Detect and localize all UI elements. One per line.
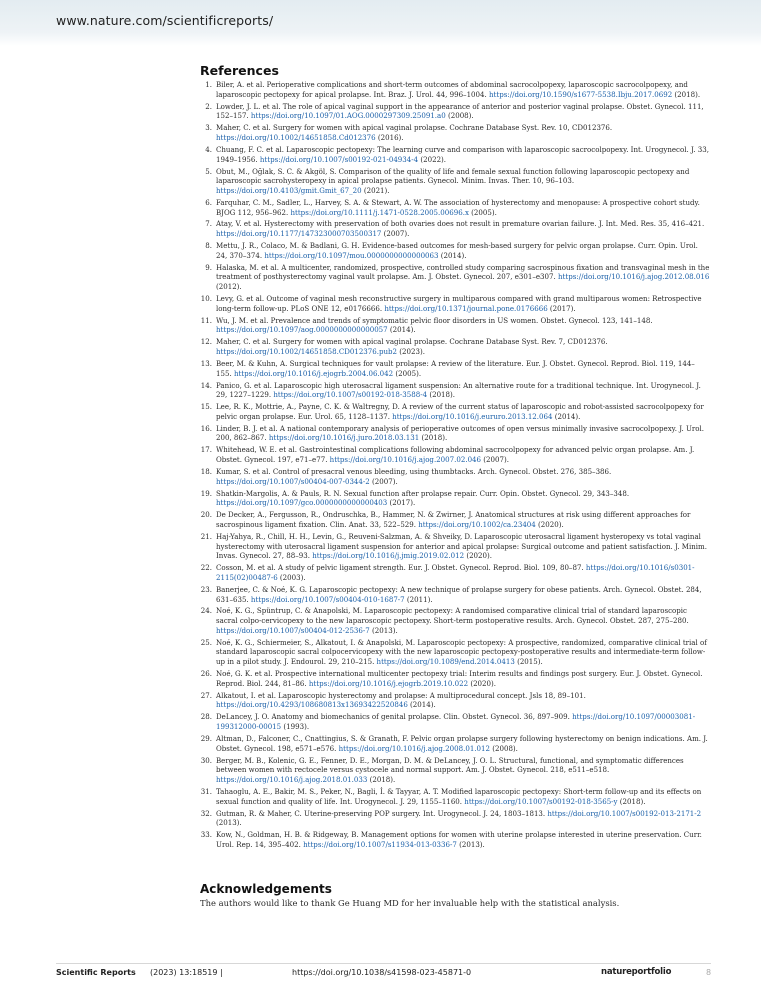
reference-doi-link[interactable]: https://doi.org/10.1016/j.eururo.2013.12.064 bbox=[392, 411, 553, 421]
header-bar bbox=[0, 0, 761, 46]
reference-number: 11. bbox=[200, 315, 212, 325]
reference-doi-link[interactable]: https://doi.org/10.1097/gco.0000000000000403 bbox=[216, 498, 388, 508]
reference-item bbox=[200, 102, 710, 121]
reference-item bbox=[200, 563, 710, 582]
reference-text: Farquhar, C. M., Sadler, L., Harvey, S. A. & Stewart, A. W. The association of hysterectomy and menopause: A prospective cohort study. BJOG 112, 956–962. bbox=[216, 197, 700, 217]
reference-text: Gutman, R. & Maher, C. Uterine-preserving POP surgery. Int. Urogynecol. J. 24, 1803–1813. bbox=[216, 808, 548, 818]
reference-year: (2007). bbox=[369, 476, 398, 486]
reference-number: 16. bbox=[200, 423, 212, 433]
reference-year: (2018). bbox=[672, 89, 701, 99]
reference-number: 4. bbox=[205, 144, 212, 154]
reference-text: Maher, C. et al. Surgery for women with apical vaginal prolapse. Cochrane Database Syst. Rev. 7, CD012376. bbox=[216, 337, 608, 347]
reference-item bbox=[200, 337, 710, 356]
reference-item bbox=[200, 359, 710, 378]
reference-item bbox=[200, 80, 710, 99]
reference-number: 18. bbox=[200, 467, 212, 476]
reference-text: Linder, B. J. et al. A national contemporary analysis of perioperative outcomes of open versus minimally invasive sacrocolpopexy. J. Urol. 200, 862–867. bbox=[216, 423, 705, 443]
reference-doi-link[interactable]: https://doi.org/10.1002/14651858.CD012376.pub2 bbox=[216, 346, 398, 356]
reference-number: 26. bbox=[200, 669, 212, 679]
reference-number: 1. bbox=[205, 80, 212, 89]
reference-doi-link[interactable]: https://doi.org/10.1007/s00192-013-2171-2 bbox=[547, 808, 702, 818]
reference-number: 10. bbox=[200, 294, 212, 303]
reference-text: Altman, D., Falconer, C., Cnattingius, S. & Granath, F. Pelvic organ prolapse surgery following hysterectomy on benign indications. Am. J. Obstet. Gynecol. 198, e571–e576. bbox=[216, 733, 708, 753]
reference-text: Kumar, S. et al. Control of presacral venous bleeding, using thumbtacks. Arch. Gynecol. Obstet. 276, 385–386. bbox=[216, 467, 612, 476]
references-heading: References bbox=[200, 63, 279, 78]
reference-year: (2022). bbox=[418, 154, 447, 164]
reference-number: 25. bbox=[200, 637, 212, 647]
references-section bbox=[200, 63, 710, 852]
reference-item bbox=[200, 830, 710, 849]
nature-portfolio-logo: natureportfolio bbox=[601, 967, 672, 977]
reference-doi-link[interactable]: https://doi.org/10.1007/s00192-018-3565-y bbox=[464, 796, 618, 806]
reference-number: 23. bbox=[200, 584, 212, 594]
reference-year: (2014). bbox=[407, 700, 436, 710]
reference-year: (2020). bbox=[535, 519, 564, 529]
acknowledgements-text: The authors would like to thank Ge Huang MD for her invaluable help with the statistical analysis. bbox=[200, 898, 620, 908]
reference-doi-link[interactable]: https://doi.org/10.1111/j.1471-0528.2005.00696.x bbox=[290, 207, 469, 217]
reference-year: (2005). bbox=[393, 368, 422, 378]
reference-item bbox=[200, 638, 710, 667]
reference-doi-link[interactable]: https://doi.org/10.1007/s00192-018-3588-4 bbox=[273, 390, 428, 400]
reference-text: Kow, N., Goldman, H. B. & Ridgeway, B. Management options for women with uterine prolapse interested in uterine preservation. Curr. Urol. Rep. 14, 395–402. bbox=[216, 830, 702, 849]
reference-text: Whitehead, W. E. et al. Gastrointestinal complications following abdominal sacrocolpopexy for advanced pelvic organ prolapse. Am. J. Obstet. Gynecol. 197, e71–e77. bbox=[216, 445, 695, 465]
reference-text: Lowder, J. L. et al. The role of apical vaginal support in the appearance of anterior and posterior vaginal prolapse. Obstet. Gynecol. 111, 152–157. bbox=[216, 101, 704, 121]
reference-text: Alkatout, I. et al. Laparoscopic hysterectomy and prolapse: A multiprocedural concept. Jsls 18, 89–101. bbox=[216, 690, 586, 700]
reference-number: 22. bbox=[200, 563, 212, 573]
reference-year: (2011). bbox=[404, 594, 433, 604]
reference-doi-link[interactable]: https://doi.org/10.1007/s00404-010-1687-7 bbox=[250, 594, 405, 604]
reference-year: (2013). bbox=[216, 818, 242, 828]
reference-doi-link[interactable]: https://doi.org/10.1371/journal.pone.0176666 bbox=[384, 303, 548, 313]
reference-item bbox=[200, 263, 710, 292]
reference-number: 3. bbox=[205, 123, 212, 133]
reference-item bbox=[200, 489, 710, 508]
reference-item bbox=[200, 167, 710, 196]
reference-doi-link[interactable]: https://doi.org/10.1016/j.ajog.2008.01.012 bbox=[338, 743, 490, 753]
reference-text: Obut, M., Oğlak, S. C. & Akgöl, S. Comparison of the quality of life and female sexual function following laparoscopic pectopexy and laparoscopic sacrohysteropexy in apical prolapse patients. Gynecol. Minim. Invas. Ther. 10, 96–103. bbox=[216, 166, 690, 186]
reference-year: (2017). bbox=[547, 303, 576, 313]
reference-text: Beer, M. & Kuhn, A. Surgical techniques for vault prolapse: A review of the literature. Eur. J. Obstet. Gynecol. Reprod. Biol. 119, 144–155. bbox=[216, 358, 695, 378]
reference-doi-link[interactable]: https://doi.org/10.1016/s0301-2115(02)00487-6 bbox=[216, 563, 695, 582]
reference-year: (2023). bbox=[397, 346, 425, 356]
reference-doi-link[interactable]: https://doi.org/10.1007/s00404-012-2536-7 bbox=[216, 625, 370, 635]
reference-number: 19. bbox=[200, 488, 212, 498]
reference-year: (2021). bbox=[361, 185, 390, 195]
reference-text: Atay, V. et al. Hysterectomy with preservation of both ovaries does not result in premature ovarian failure. J. Int. Med. Res. 35, 416–421. bbox=[216, 219, 705, 229]
reference-item bbox=[200, 787, 710, 806]
reference-year: (2007). bbox=[381, 229, 410, 239]
reference-number: 8. bbox=[205, 241, 212, 251]
reference-year: (2008). bbox=[445, 111, 474, 121]
reference-doi-link[interactable]: https://doi.org/10.1007/s00192-021-04934-4 bbox=[259, 154, 419, 164]
reference-text: Maher, C. et al. Surgery for women with apical vaginal prolapse. Cochrane Database Syst. Rev. 10, CD012376. bbox=[216, 123, 613, 133]
reference-text: Levy, G. et al. Outcome of vaginal mesh reconstructive surgery in multiparous compared with grand multiparous women: Retrospective long-term follow-up. PLoS ONE 12, e0176666. bbox=[216, 294, 702, 313]
reference-number: 2. bbox=[205, 101, 212, 111]
reference-year: (2018). bbox=[419, 433, 448, 443]
reference-number: 28. bbox=[200, 712, 212, 722]
reference-item bbox=[200, 381, 710, 400]
acknowledgements-heading: Acknowledgements bbox=[200, 882, 332, 896]
reference-doi-link[interactable]: https://doi.org/10.1016/j.juro.2018.03.131 bbox=[268, 433, 420, 443]
reference-year: (2018). bbox=[617, 796, 646, 806]
reference-year: (2005). bbox=[468, 207, 497, 217]
reference-item bbox=[200, 756, 710, 785]
reference-item bbox=[200, 712, 710, 731]
reference-item bbox=[200, 734, 710, 753]
reference-item bbox=[200, 467, 710, 486]
reference-doi-link[interactable]: https://doi.org/10.1016/j.ejogrb.2004.06.042 bbox=[233, 368, 394, 378]
journal-citation: (2023) 13:18519 | bbox=[150, 968, 223, 977]
reference-number: 21. bbox=[200, 531, 212, 541]
reference-item bbox=[200, 669, 710, 688]
article-doi-link[interactable]: https://doi.org/10.1038/s41598-023-45871-0 bbox=[292, 968, 472, 977]
reference-text: De Decker, A., Fergusson, R., Ondruschka, B., Hammer, N. & Zwirner, J. Anatomical structures at risk using different approaches for sacrospinous ligament fixation. Clin. Anat. 33, 522–529. bbox=[216, 510, 691, 529]
reference-year: (2018). bbox=[367, 774, 396, 784]
reference-item bbox=[200, 219, 710, 238]
reference-number: 14. bbox=[200, 380, 212, 390]
reference-item bbox=[200, 145, 710, 164]
reference-text: Chuang, F. C. et al. Laparoscopic pectopexy: The learning curve and comparison with laparoscopic sacrocolpopexy. Int. Urogynecol. J. 33, 1949–1956. bbox=[216, 144, 709, 164]
reference-item bbox=[200, 316, 710, 335]
reference-doi-link[interactable]: https://doi.org/10.1016/j.jmig.2019.02.012 bbox=[312, 551, 465, 561]
reference-year: (2018). bbox=[427, 390, 456, 400]
reference-doi-link[interactable]: https://doi.org/10.4293/108680813x13693422520846 bbox=[216, 700, 408, 710]
reference-doi-link[interactable]: https://doi.org/10.1016/j.ajog.2007.02.046 bbox=[329, 455, 482, 465]
reference-number: 12. bbox=[200, 337, 212, 347]
reference-year: (2003). bbox=[277, 572, 306, 582]
reference-year: (2013). bbox=[456, 839, 485, 849]
reference-year: (2007). bbox=[481, 455, 509, 465]
reference-year: (2015). bbox=[514, 657, 543, 667]
reference-doi-link[interactable]: https://doi.org/10.1097/00003081-199312000-00015 bbox=[216, 712, 696, 731]
reference-number: 9. bbox=[205, 262, 212, 272]
page-number: 8 bbox=[706, 968, 712, 977]
reference-text: DeLancey, J. O. Anatomy and biomechanics of genital prolapse. Clin. Obstet. Gynecol. 36, 897–909. bbox=[216, 712, 573, 722]
reference-item bbox=[200, 532, 710, 561]
reference-item bbox=[200, 424, 710, 443]
reference-text: Cosson, M. et al. A study of pelvic ligament strength. Eur. J. Obstet. Gynecol. Reprod. Biol. 109, 80–87. bbox=[216, 563, 586, 573]
reference-number: 30. bbox=[200, 755, 212, 765]
reference-text: Noé, K. G., Spüntrup, C. & Anapolski, M. Laparoscopic pectopexy: A randomised comparative clinical trial of standard laparoscopic sacral colpo-cervicopexy to the new laparoscopic pectopexy. Short-term postoperative results. Arch. Gynecol. Obstet. 287, 275–280. bbox=[216, 606, 689, 626]
reference-year: (2020). bbox=[468, 678, 496, 688]
reference-number: 5. bbox=[205, 166, 212, 176]
reference-doi-link[interactable]: https://doi.org/10.1089/end.2014.0413 bbox=[376, 657, 515, 667]
reference-text: Haj-Yahya, R., Chill, H. H., Levin, G., Reuveni-Salzman, A. & Shveiky, D. Laparoscopic uterosacral ligament hysteropexy vs total vaginal hysterectomy with uterosacral ligament suspension for anterior and apical prolapse: Surgical outcome and patient satisfaction. J. Minim. Invas. Gynecol. 27, 88–93. bbox=[216, 531, 707, 561]
reference-text: Halaska, M. et al. A multicenter, randomized, prospective, controlled study comparing sacrospinous fixation and transvaginal mesh in the treatment of posthysterectomy vaginal vault prolapse. Am. J. Obstet. Gynecol. 207, e301–e307. bbox=[216, 262, 710, 282]
reference-text: Tahaoglu, A. E., Bakir, M. S., Peker, N., Bagli, İ. & Tayyar, A. T. Modified laparoscopic pectopexy: Short-term follow-up and its effects on sexual function and quality of life. Int. Urogynecol. J. 29, 1155–1160. bbox=[216, 786, 702, 806]
footer-divider bbox=[56, 963, 711, 964]
reference-item bbox=[200, 809, 710, 828]
reference-item bbox=[200, 445, 710, 464]
reference-doi-link[interactable]: https://doi.org/10.4103/gmit.Gmit_67_20 bbox=[216, 185, 362, 195]
reference-item bbox=[200, 294, 710, 313]
reference-number: 17. bbox=[200, 445, 212, 455]
reference-doi-link[interactable]: https://doi.org/10.1002/ca.23404 bbox=[418, 519, 536, 529]
reference-doi-link[interactable]: https://doi.org/10.1007/s11934-013-0336-7 bbox=[303, 839, 457, 849]
reference-number: 15. bbox=[200, 402, 212, 412]
journal-name: Scientific Reports bbox=[56, 968, 136, 977]
reference-number: 6. bbox=[205, 197, 212, 207]
reference-number: 13. bbox=[200, 358, 212, 368]
reference-number: 32. bbox=[200, 808, 212, 818]
reference-number: 29. bbox=[200, 733, 212, 743]
reference-text: Mettu, J. R., Colaco, M. & Badlani, G. H. Evidence-based outcomes for mesh-based surgery for pelvic organ prolapse. Curr. Opin. Urol. 24, 370–374. bbox=[216, 241, 698, 260]
reference-number: 7. bbox=[205, 219, 212, 229]
reference-doi-link[interactable]: https://doi.org/10.1016/j.ajog.2018.01.033 bbox=[216, 774, 368, 784]
page-footer bbox=[56, 968, 716, 982]
reference-year: (2014). bbox=[552, 411, 581, 421]
reference-doi-link[interactable]: https://doi.org/10.1016/j.ajog.2012.08.016 bbox=[558, 272, 710, 282]
reference-doi-link[interactable]: https://doi.org/10.1016/j.ejogrb.2019.10.022 bbox=[308, 678, 469, 688]
reference-number: 27. bbox=[200, 690, 212, 700]
site-url[interactable]: www.nature.com/scientificreports/ bbox=[56, 13, 274, 28]
reference-item bbox=[200, 510, 710, 529]
reference-doi-link[interactable]: https://doi.org/10.1002/14651858.Cd012376 bbox=[216, 132, 376, 142]
reference-text: Biler, A. et al. Perioperative complications and short-term outcomes of abdominal sacrocolpopexy, laparoscopic sacrocolpopexy, and laparoscopic pectopexy for apical prolapse. Int. Braz. J. Urol. 44, 996–1004. bbox=[216, 80, 688, 99]
reference-text: Wu, J. M. et al. Prevalence and trends of symptomatic pelvic floor disorders in US women. Obstet. Gynecol. 123, 141–148. bbox=[216, 315, 653, 325]
reference-year: (2016). bbox=[375, 132, 404, 142]
reference-year: (2008). bbox=[490, 743, 518, 753]
reference-item bbox=[200, 198, 710, 217]
reference-year: (2014). bbox=[387, 325, 416, 335]
reference-item bbox=[200, 606, 710, 635]
reference-text: Shatkin-Margolis, A. & Pauls, R. N. Sexual function after prolapse repair. Curr. Opin. Obstet. Gynecol. 29, 343–348. bbox=[216, 488, 630, 498]
reference-number: 31. bbox=[200, 786, 212, 796]
reference-text: Berger, M. B., Kolenic, G. E., Fenner, D. E., Morgan, D. M. & DeLancey, J. O. L. Structural, functional, and symptomatic differences between women with rectocele versus cystocele and normal support. Am. J. Obstet. Gynecol. 218, e511–e518. bbox=[216, 755, 684, 775]
reference-item bbox=[200, 241, 710, 260]
reference-doi-link[interactable]: https://doi.org/10.1007/s00404-007-0344-2 bbox=[216, 476, 370, 486]
reference-year: (2013). bbox=[369, 625, 398, 635]
reference-doi-link[interactable]: https://doi.org/10.1097/01.AOG.0000297309.25091.a0 bbox=[250, 111, 446, 121]
reference-doi-link[interactable]: https://doi.org/10.1097/aog.0000000000000057 bbox=[216, 325, 388, 335]
reference-item bbox=[200, 585, 710, 604]
reference-item bbox=[200, 123, 710, 142]
reference-doi-link[interactable]: https://doi.org/10.1177/147323000703500317 bbox=[216, 229, 382, 239]
reference-number: 24. bbox=[200, 606, 212, 616]
reference-text: Panico, G. et al. Laparoscopic high uterosacral ligament suspension: An alternative route for a traditional technique. Int. Urogynecol. J. 29, 1227–1229. bbox=[216, 380, 701, 400]
reference-doi-link[interactable]: https://doi.org/10.1590/s1677-5538.Ibju.2017.0692 bbox=[489, 89, 673, 99]
reference-text: Lee, R. K., Mottrie, A., Payne, C. K. & Waltregny, D. A review of the current status of laparoscopic and robot-assisted sacrocolpopexy for pelvic organ prolapse. Eur. Urol. 65, 1128–1137. bbox=[216, 402, 704, 421]
reference-text: Banerjee, C. & Noé, K. G. Laparoscopic pectopexy: A new technique of prolapse surgery for obese patients. Arch. Gynecol. Obstet. 284, 631–635. bbox=[216, 584, 702, 604]
reference-text: Noé, K. G., Schiermeier, S., Alkatout, I. & Anapolski, M. Laparoscopic pectopexy: A prospective, randomized, comparative clinical trial of standard laparoscopic sacral colpocervicopexy with the new laparoscopic pectopexy-postoperative results and intermediate-term follow-up in a pilot study. J. Endourol. 29, 210–215. bbox=[216, 637, 707, 667]
reference-year: (1993). bbox=[281, 722, 310, 731]
reference-year: (2012). bbox=[216, 282, 242, 292]
reference-year: (2020). bbox=[464, 551, 492, 561]
reference-year: (2017). bbox=[387, 498, 416, 508]
reference-item bbox=[200, 691, 710, 710]
reference-year: (2014). bbox=[438, 250, 467, 260]
reference-item bbox=[200, 402, 710, 421]
reference-number: 20. bbox=[200, 510, 212, 520]
reference-number: 33. bbox=[200, 830, 212, 840]
reference-doi-link[interactable]: https://doi.org/10.1097/mou.0000000000000063 bbox=[264, 250, 439, 260]
reference-text: Noé, G. K. et al. Prospective international multicenter pectopexy trial: Interim results and findings post surgery. Eur. J. Obstet. Gynecol. Reprod. Biol. 244, 81–86. bbox=[216, 669, 703, 688]
reference-list bbox=[200, 80, 710, 850]
